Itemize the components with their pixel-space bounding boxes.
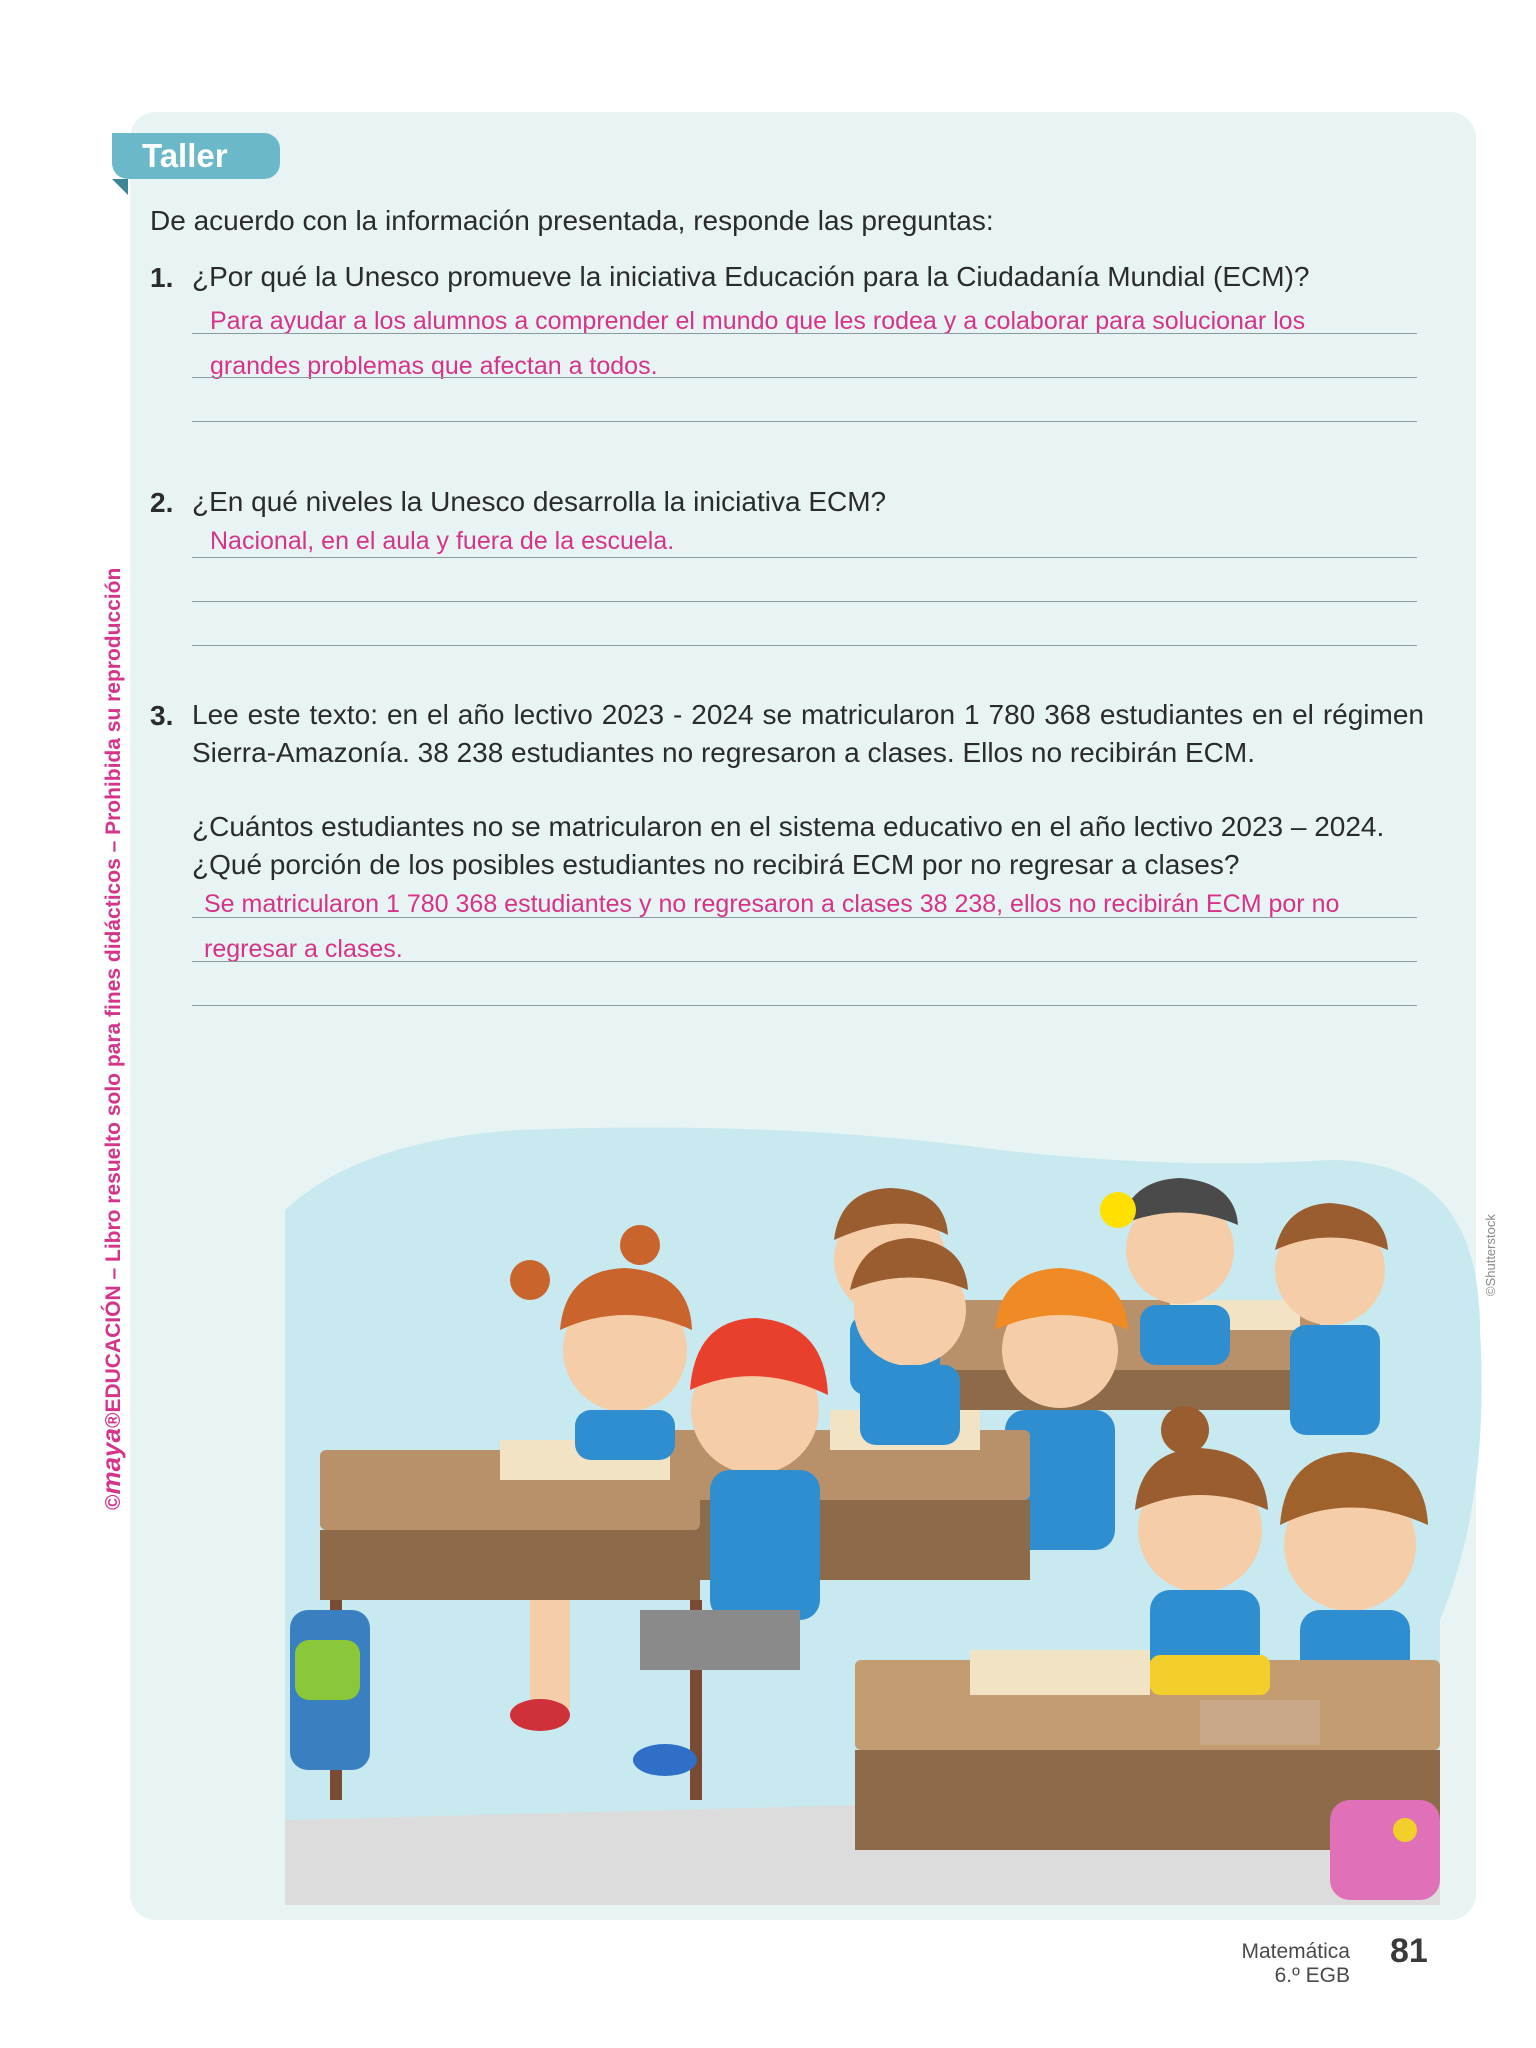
question-1-text: ¿Por qué la Unesco promueve la iniciativa Educación para la Ciudadanía Mundial (ECM)? bbox=[192, 261, 1310, 292]
backpack-pink bbox=[1330, 1800, 1440, 1900]
question-3-text: Lee este texto: en el año lectivo 2023 - 2024 se matricularon 1 780 368 estudiantes en el régimen Sierra-Amazonía. 38 238 estudiantes no regresaron a clases. Ellos no recibirán ECM. bbox=[192, 699, 1424, 768]
question-1-number: 1. bbox=[150, 262, 174, 293]
question-2-text: ¿En qué niveles la Unesco desarrolla la iniciativa ECM? bbox=[192, 486, 887, 517]
question-1-answer-line-1: Para ayudar a los alumnos a comprender el mundo que les rodea y a colaborar para solucionar los bbox=[210, 307, 1306, 335]
backpack-pocket bbox=[295, 1640, 360, 1700]
question-3-subquestion: ¿Cuántos estudiantes no se matricularon en el sistema educativo en el año lectivo 2023 – 2024. ¿Qué porción de los posibles estudiantes no recibirá ECM por no regresar a clases? bbox=[192, 811, 1385, 880]
grade-level: 6.º EGB bbox=[1274, 1964, 1350, 1987]
child-middle-boy bbox=[850, 1238, 968, 1445]
footer-subject bbox=[1241, 1940, 1350, 1988]
subject-name: Matemática bbox=[1241, 1940, 1350, 1963]
closed-book bbox=[1200, 1700, 1320, 1745]
pencil-case bbox=[1150, 1655, 1270, 1695]
copyright-text: EDUCACIÓN – Libro resuelto solo para fines didácticos – Prohibida su reproducción bbox=[102, 567, 125, 1413]
open-book bbox=[970, 1650, 1150, 1695]
page-number: 81 bbox=[1390, 1932, 1428, 1970]
image-credit: ©Shutterstock bbox=[1483, 1214, 1498, 1296]
question-2-number: 2. bbox=[150, 487, 174, 518]
brand-logo: maya bbox=[96, 1428, 126, 1495]
instructions: De acuerdo con la información presentada, responde las preguntas: bbox=[150, 205, 994, 236]
backpack-dot bbox=[1393, 1818, 1417, 1842]
section-tab: Taller bbox=[112, 133, 280, 179]
question-2-answer-line-1: Nacional, en el aula y fuera de la escuela. bbox=[210, 527, 675, 555]
question-1-answer-line-2: grandes problemas que afectan a todos. bbox=[210, 352, 658, 380]
question-3-answer-line-1: Se matricularon 1 780 368 estudiantes y no regresaron a clases 38 238, ellos no recibirán ECM por no bbox=[204, 890, 1340, 918]
registered-symbol: ® bbox=[102, 1412, 125, 1429]
question-3-number: 3. bbox=[150, 700, 174, 731]
desk-front-left-front bbox=[320, 1530, 700, 1600]
copyright-symbol: © bbox=[102, 1494, 125, 1510]
question-3-answer-line-2: regresar a clases. bbox=[204, 935, 403, 963]
